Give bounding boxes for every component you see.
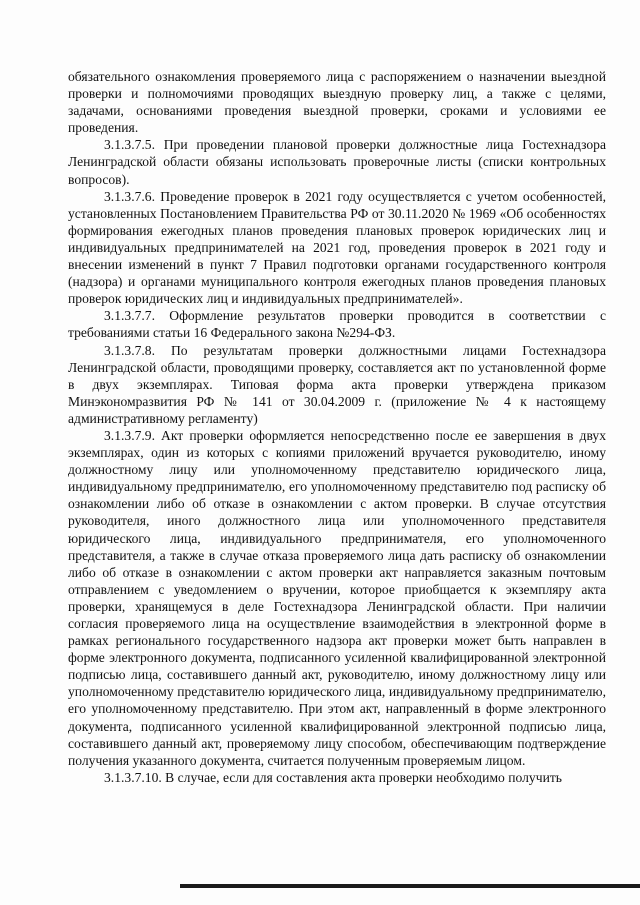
paragraph-3-1-3-7-10: 3.1.3.7.10. В случае, если для составления акта проверки необходимо получить	[104, 769, 562, 785]
document-body	[68, 68, 606, 786]
paragraph-3-1-3-7-9: 3.1.3.7.9. Акт проверки оформляется непосредственно после ее завершения в двух экземплярах, один из которых с копиями приложений вручается руководителю, иному должностному лицу или уполномоченному представителю юридического лица, индивидуальному предпринимателю, его уполномоченному представителю под расписку об ознакомлении либо об отказе в ознакомлении с актом проверки. В случае отсутствия руководителя, иного должностного лица или уполномоченного представителя юридического лица, индивидуального предпринимателя, его уполномоченного представителя, а также в случае отказа проверяемого лица дать расписку об ознакомлении либо об отказе в ознакомлении с актом проверки акт направляется заказным почтовым отправлением с уведомлением о вручении, которое приобщается к экземпляру акта проверки, хранящемуся в деле Гостехнадзора Ленинградской области. При наличии согласия проверяемого лица на осуществление взаимодействия в электронной форме в рамках регионального государственного надзора акт проверки может быть направлен в форме электронного документа, подписанного усиленной квалифицированной электронной подписью лица, составившего данный акт, руководителю, иному должностному лицу или уполномоченному представителю юридического лица, индивидуальному предпринимателю, его уполномоченному представителю. При этом акт, направленный в форме электронного документа, подписанного усиленной квалифицированной электронной подписью лица, составившего данный акт, проверяемому лицу способом, обеспечивающим подтверждение получения указанного документа, считается полученным проверяемым лицом.	[68, 427, 606, 768]
scan-border-line	[180, 884, 640, 888]
paragraph-3-1-3-7-7: 3.1.3.7.7. Оформление результатов проверки проводится в соответствии с требованиями статьи 16 Федерального закона №294-ФЗ.	[68, 308, 606, 341]
paragraph-3-1-3-7-8: 3.1.3.7.8. По результатам проверки должностными лицами Гостехнадзора Ленинградской области, проводящими проверку, составляется акт по установленной форме в двух экземплярах. Типовая форма акта проверки утверждена приказом Минэкономразвития РФ № 141 от 30.04.2009 г. (приложение № 4 к настоящему административному регламенту)	[68, 342, 606, 426]
paragraph-3-1-3-7-6: 3.1.3.7.6. Проведение проверок в 2021 году осуществляется с учетом особенностей, установленных Постановлением Правительства РФ от 30.11.2020 № 1969 «Об особенностях формирования ежегодных планов проведения плановых проверок юридических лиц и индивидуальных предпринимателей на 2021 год, проведения проверок в 2021 году и внесении изменений в пункт 7 Правил подготовки органами государственного контроля (надзора) и органами муниципального контроля ежегодных планов проведения плановых проверок юридических лиц и индивидуальных предпринимателей».	[68, 188, 606, 307]
paragraph-intro: обязательного ознакомления проверяемого лица с распоряжением о назначении выездной проверки и полномочиями проводящих выездную проверку лиц, а также с целями, задачами, основаниями проведения выездной проверки, сроками и условиями ее проведения.	[68, 69, 606, 136]
paragraph-3-1-3-7-5: 3.1.3.7.5. При проведении плановой проверки должностные лица Гостехнадзора Ленинградской области обязаны использовать проверочные листы (списки контрольных вопросов).	[68, 137, 606, 187]
